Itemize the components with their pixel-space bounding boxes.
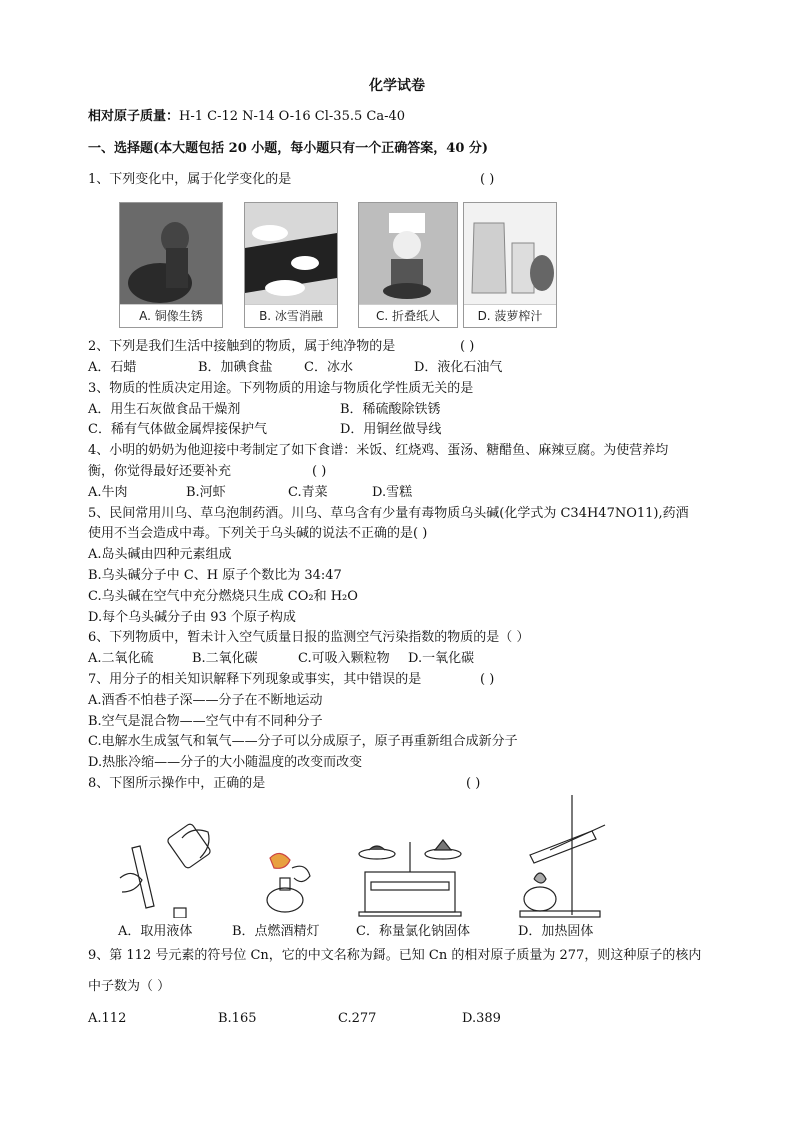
- q9-option-b: B.165: [218, 1011, 257, 1026]
- q2-answer-blank: ( ): [460, 339, 475, 354]
- q4-option-c: C.青菜: [288, 485, 328, 500]
- q7-option-a: A.酒香不怕巷子深——分子在不断地运动: [88, 693, 323, 708]
- q8-option-d: D．加热固体: [518, 924, 594, 939]
- q6-option-c: C.可吸入颗粒物: [298, 651, 390, 666]
- q9-option-c: C.277: [338, 1011, 377, 1026]
- q9-option-a: A.112: [88, 1011, 127, 1026]
- q9-option-d: D.389: [462, 1011, 501, 1026]
- section-heading: 一、选择题(本大题包括 20 小题，每小题只有一个正确答案，40 分): [88, 141, 489, 156]
- q8-stem: 8、下图所示操作中，正确的是: [88, 776, 266, 791]
- q1-option-d: D. 菠萝榨汁: [464, 304, 556, 327]
- q6-stem: 6、下列物质中，暂未计入空气质量日报的监测空气污染指数的物质的是（ ）: [88, 630, 530, 645]
- balance-scale-illustration: [355, 832, 465, 918]
- q3-stem: 3、物质的性质决定用途。下列物质的用途与物质化学性质无关的是: [88, 381, 474, 396]
- q6-option-a: A.二氧化硫: [88, 651, 154, 666]
- atomic-mass-values: H-1 C-12 N-14 O-16 Cl-35.5 Ca-40: [179, 109, 406, 124]
- atomic-mass-label: 相对原子质量：: [88, 109, 180, 124]
- q1-option-c: C. 折叠纸人: [359, 304, 457, 327]
- q1-image-c: [358, 202, 458, 328]
- q6-option-b: B.二氧化碳: [192, 651, 258, 666]
- q4-answer-blank: ( ): [312, 464, 327, 479]
- q7-option-c: C.电解水生成氢气和氧气——分子可以分成原子，原子再重新组合成新分子: [88, 734, 518, 749]
- q1-option-a: A. 铜像生锈: [120, 304, 222, 327]
- q5-stem-line2: 使用不当会造成中毒。下列关于乌头碱的说法不正确的是( ): [88, 526, 428, 541]
- q1-image-b: [244, 202, 338, 328]
- q3-option-b: B．稀硫酸除铁锈: [340, 402, 441, 417]
- pouring-liquid-illustration: [112, 818, 222, 918]
- q4-stem-line1: 4、小明的奶奶为他迎接中考制定了如下食谱：米饭、红烧鸡、蛋汤、糖醋鱼、麻辣豆腐。为使营养均: [88, 443, 669, 458]
- atomic-mass-line: [88, 107, 405, 127]
- q2-option-d: D．液化石油气: [414, 360, 503, 375]
- alcohol-lamp-illustration: [250, 848, 320, 918]
- q1-answer-blank: ( ): [480, 172, 495, 187]
- bronze-statue-image: [120, 203, 222, 305]
- q8-option-c: C．称量氯化钠固体: [356, 924, 470, 939]
- q1-option-b: B. 冰雪消融: [245, 304, 337, 327]
- q4-option-b: B.河虾: [186, 485, 226, 500]
- q7-answer-blank: ( ): [480, 672, 495, 687]
- q3-option-d: D．用铜丝做导线: [340, 422, 442, 437]
- q2-option-c: C．冰水: [304, 360, 353, 375]
- q1-image-d: [463, 202, 557, 328]
- q6-option-d: D.一氧化碳: [408, 651, 475, 666]
- q7-option-b: B.空气是混合物——空气中有不同种分子: [88, 714, 323, 729]
- q7-option-d: D.热胀冷缩——分子的大小随温度的改变而改变: [88, 755, 363, 770]
- q5-option-d: D.每个乌头碱分子由 93 个原子构成: [88, 610, 296, 625]
- q3-option-a: A．用生石灰做食品干燥剂: [88, 402, 241, 417]
- q2-option-b: B．加碘食盐: [198, 360, 273, 375]
- q7-stem: 7、用分子的相关知识解释下列现象或事实，其中错误的是: [88, 672, 422, 687]
- q9-stem-line1: 9、第 112 号元素的符号位 Cn，它的中文名称为鎶。已知 Cn 的相对原子质量为 277，则这种原子的核内: [88, 948, 702, 963]
- q1-stem: 1、下列变化中，属于化学变化的是: [88, 172, 292, 187]
- q5-stem-line1: 5、民间常用川乌、草乌泡制药酒。川乌、草乌含有少量有毒物质乌头碱(化学式为 C34H47NO11),药酒: [88, 506, 689, 521]
- melting-snow-image: [245, 203, 337, 305]
- q8-option-a: A．取用液体: [118, 924, 193, 939]
- paper-figure-image: [359, 203, 457, 305]
- q8-option-b: B．点燃酒精灯: [232, 924, 320, 939]
- page-title: 化学试卷: [369, 78, 425, 94]
- heating-solid-illustration: [510, 795, 610, 918]
- q2-stem: 2、下列是我们生活中接触到的物质，属于纯净物的是: [88, 339, 396, 354]
- q2-option-a: A．石蜡: [88, 360, 137, 375]
- q5-option-a: A.岛头碱由四种元素组成: [88, 547, 232, 562]
- q5-option-b: B.乌头碱分子中 C、H 原子个数比为 34:47: [88, 568, 342, 583]
- q9-stem-line2: 中子数为（ ）: [88, 979, 171, 994]
- q1-image-a: [119, 202, 223, 328]
- q4-option-d: D.雪糕: [372, 485, 413, 500]
- q3-option-c: C．稀有气体做金属焊接保护气: [88, 422, 267, 437]
- q4-option-a: A.牛肉: [88, 485, 128, 500]
- pineapple-juice-image: [464, 203, 556, 305]
- q4-stem-line2: 衡，你觉得最好还要补充: [88, 464, 232, 479]
- q8-answer-blank: ( ): [466, 776, 481, 791]
- q5-option-c: C.乌头碱在空气中充分燃烧只生成 CO₂和 H₂O: [88, 589, 358, 604]
